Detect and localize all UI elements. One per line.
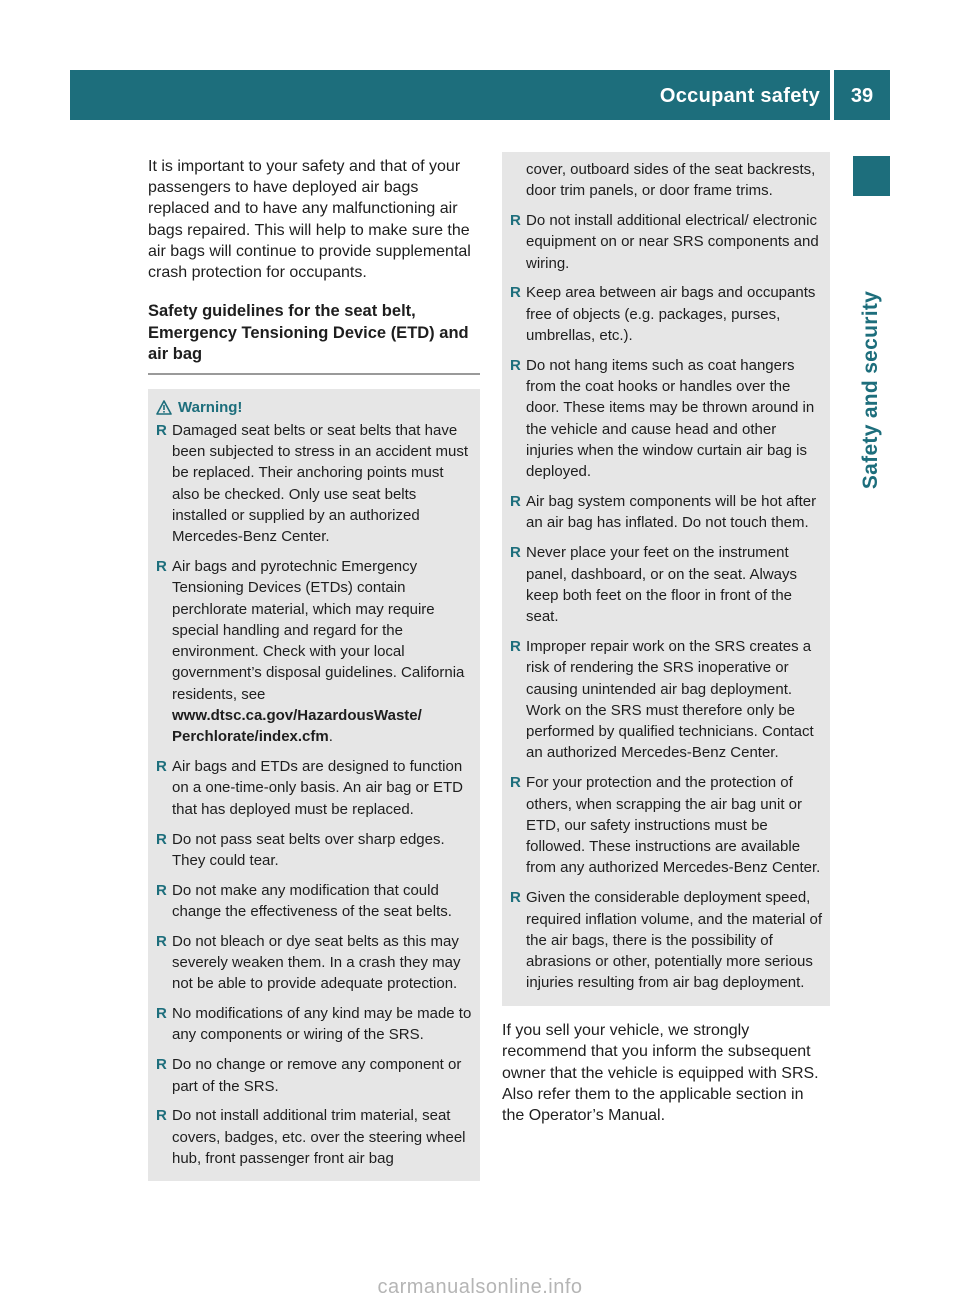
list-item: R Keep area between air bags and occupants free of objects (e.g. packages, purses, umbrellas, etc.). — [510, 284, 816, 345]
list-item: R Do no change or remove any component or part of the SRS. — [156, 1056, 462, 1095]
closing-paragraph: If you sell your vehicle, we strongly recommend that you inform the subsequent owner that the vehicle is equipped with SRS. Also refer them to the applicable section in the Operator’s Manual. — [502, 1021, 819, 1125]
section-title: Occupant safety — [659, 85, 820, 107]
right-column — [502, 152, 830, 1127]
list-item: R Do not pass seat belts over sharp edges. They could tear. — [156, 830, 445, 869]
heading-divider — [148, 373, 480, 375]
list-item: R Given the considerable deployment speed, required inflation volume, and the material of the air bags, there is the possibility of abrasions or other, potentially more serious injuries resulting from air bag deployment. — [510, 889, 823, 992]
watermark: carmanualsonline.info — [377, 1276, 583, 1298]
bullet-icon: R — [156, 758, 167, 776]
bullet-icon: R — [156, 558, 167, 575]
warning-list — [156, 420, 472, 1170]
warning-triangle-icon — [156, 400, 172, 415]
side-tab-marker — [853, 156, 890, 196]
warning-box-continued — [502, 152, 830, 1006]
left-column — [148, 156, 480, 1181]
bullet-icon: R — [156, 881, 167, 899]
list-item: R Do not hang items such as coat hangers from the coat hooks or handles over the door. These items may be thrown around in the vehicle and cause head and other injuries when the window curtain air bag is deployed. — [510, 356, 815, 481]
bullet-icon: R — [510, 544, 521, 562]
warning-list-continued — [510, 210, 826, 994]
perchlorate-link[interactable]: www.dtsc.ca.gov/HazardousWaste/ Perchlorate/index.cfm — [172, 707, 422, 746]
list-item: R Air bag system components will be hot after an air bag has inflated. Do not touch them. — [510, 493, 817, 532]
list-item: R No modifications of any kind may be made to any components or wiring of the SRS. — [156, 1005, 472, 1044]
bullet-icon: R — [156, 830, 167, 848]
list-item: R For your protection and the protection of others, when scrapping the air bag unit or ETD, our safety instructions must be followed. These instructions are available from any authorized Mercedes-Benz Center. — [510, 774, 821, 877]
bullet-icon: R — [156, 932, 167, 950]
bullet-icon: R — [510, 356, 521, 374]
bullet-icon: R — [510, 889, 521, 907]
list-item: R Do not install additional electrical/ electronic equipment on or near SRS components and wiring. — [510, 212, 819, 272]
bullet-icon: R — [156, 1107, 167, 1125]
warning-title-text: Warning! — [178, 398, 243, 416]
side-tab-label: Safety and security — [859, 290, 882, 490]
list-item: R Never place your feet on the instrument panel, dashboard, or on the seat. Always keep both feet on the floor in front of the seat. — [510, 544, 798, 626]
list-item: R Air bags and pyrotechnic Emergency Tensioning Devices (ETDs) contain perchlorate material, which may require special handling and regard for the environment. Check with your local government’s disposal guidelines. California residents, see www.dtsc.ca.gov/HazardousWaste/ Perchlorate/index.cfm. — [156, 558, 465, 746]
intro-paragraph: It is important to your safety and that of your passengers to have deployed air bags replaced and to have any malfunctioning air bags repaired. This will help to make sure the air bags will continue to provide supplemental crash protection for occupants. — [148, 158, 471, 282]
bullet-icon: R — [156, 421, 167, 439]
list-item: R Damaged seat belts or seat belts that have been subjected to stress in an accident must be replaced. Their anchoring points must also be checked. Only use seat belts installed or supplied by an authorized Mercedes-Benz Center. — [156, 421, 469, 546]
bullet-icon: R — [510, 637, 521, 655]
bullet-icon: R — [510, 774, 521, 792]
warning-box — [148, 389, 480, 1182]
list-item: R Do not bleach or dye seat belts as this may severely weaken them. In a crash they may not be able to provide adequate protection. — [156, 932, 461, 993]
page-number: 39 — [850, 85, 874, 107]
bullet-icon: R — [510, 493, 521, 511]
bullet-icon: R — [510, 284, 521, 302]
continued-text: cover, outboard sides of the seat backrests, door trim panels, or door frame trims. — [526, 161, 816, 200]
list-item: R Air bags and ETDs are designed to function on a one-time-only basis. An air bag or ETD that has deployed must be replaced. — [156, 758, 463, 818]
list-item: R Improper repair work on the SRS creates a risk of rendering the SRS inoperative or causing unintended air bag deployment. Work on the SRS must therefore only be performed by qualified technicians. Contact an authorized Mercedes-Benz Center. — [510, 637, 814, 762]
section-heading: Safety guidelines for the seat belt, Emergency Tensioning Device (ETD) and air bag — [148, 302, 469, 364]
list-item: R Do not install additional trim material, seat covers, badges, etc. over the steering wheel hub, front passenger front air bag — [156, 1107, 466, 1167]
bullet-icon: R — [510, 212, 521, 230]
list-item: R Do not make any modification that could change the effectiveness of the seat belts. — [156, 881, 452, 920]
bullet-icon: R — [156, 1056, 167, 1074]
bullet-icon: R — [156, 1005, 167, 1023]
warning-title — [156, 398, 472, 418]
